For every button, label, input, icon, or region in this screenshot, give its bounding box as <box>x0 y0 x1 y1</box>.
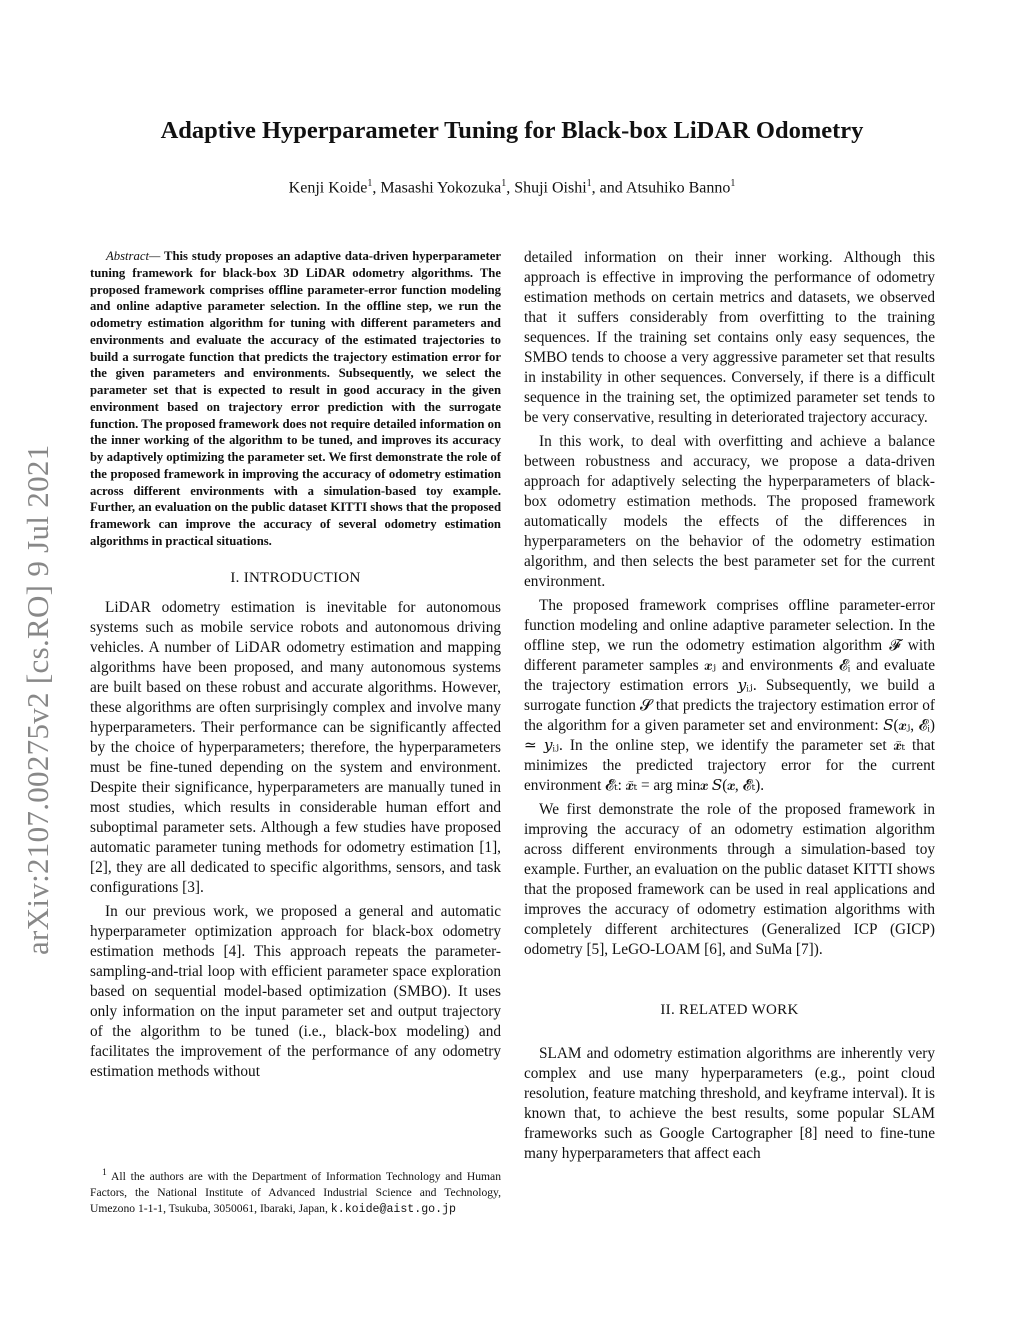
paragraph: LiDAR odometry estimation is inevitable for autonomous systems such as mobile service robots and autonomous driving vehicles. A number of LiDAR odometry estimation and mapping algorithms have been proposed, and many autonomous systems are built based on these robust and accurate algorithms. However, these algorithms are often surprisingly complex and involve many hyperparameters. Their performance can be significantly affected by the choice of hyperparameters; therefore, the hyperparameters must be fine-tuned depending on the system and environment. Despite their significance, hyperparameters are manually tuned in most studies, which results in considerable human effort and suboptimal parameter sets. Although a few studies have proposed automatic parameter tuning methods for odometry estimation [1], [2], they are all dedicated to specific algorithms, sensors, and task configurations [3]. <box>90 598 501 896</box>
abstract-label: Abstract— <box>106 249 161 263</box>
affiliation-mark: 1 <box>501 178 507 189</box>
author-name: Kenji Koide <box>288 179 368 197</box>
author-name: Masashi Yokozuka <box>380 179 502 197</box>
affiliation-mark: 1 <box>730 178 736 189</box>
author-email: k.koide@aist.go.jp <box>330 1202 457 1216</box>
abstract-text: This study proposes an adaptive data-driven hyperparameter tuning framework for black-box 3D LiDAR odometry algorithms. The proposed framework comprises offline parameter-error function modeling and online adaptive parameter selection. In the offline step, we run the odometry estimation algorithm for tuning with different parameters and environments and evaluate the accuracy of the estimated trajectories to build a surrogate function that predicts the trajectory estimation error for the given parameters and environments. Subsequently, we select the parameter set that is expected to result in good accuracy in the given environment based on trajectory error prediction with the surrogate function. The proposed framework does not require detailed information on the inner working of the algorithm to be tuned, and improves its accuracy by adaptively optimizing the parameter set. We first demonstrate the role of the proposed framework in improving the accuracy of odometry estimation across different environments with a simulation-based toy example. Further, an evaluation on the public dataset KITTI shows that the proposed framework can improve the accuracy of several odometry estimation algorithms in practical situations. <box>90 249 501 548</box>
arxiv-identifier-stamp: arXiv:2107.00275v2 [cs.RO] 9 Jul 2021 <box>20 444 55 955</box>
author-name: Shuji Oishi <box>514 179 587 197</box>
affiliation-mark: 1 <box>586 178 592 189</box>
author-separator: , and <box>591 179 626 197</box>
paragraph: The proposed framework comprises offline parameter-error function modeling and online adaptive parameter selection. In the offline step, we run the odometry estimation algorithm 𝓕 with different parameter samples 𝒙ⱼ and environments 𝓔ᵢ and evaluate the trajectory estimation errors 𝑦ᵢⱼ. Subsequently, we build a surrogate function 𝓢 that predicts the trajectory estimation error of the algorithm for a given parameter set and environment: 𝑆(𝒙ⱼ, 𝓔ᵢ) ≃ 𝑦ᵢⱼ. In the online step, we identify the parameter set 𝒙̃ₜ that minimizes the predicted trajectory error for the current environment 𝓔̃ₜ: 𝒙̃ₜ = arg min𝒙 𝑆(𝒙, 𝓔̃ₜ). <box>524 597 935 794</box>
section-heading-related-work: II. RELATED WORK <box>660 1002 799 1018</box>
author-name: Atsuhiko Banno <box>625 179 731 197</box>
abstract <box>90 248 501 550</box>
right-column <box>524 248 935 1168</box>
footnote-text: All the authors are with the Department of Information Technology and Human Factors, the National Institute of Advanced Industrial Science and Technology, Umezono 1-1-1, Tsukuba, 3050061, Ibaraki, Japan, <box>90 1169 501 1215</box>
paper-title: Adaptive Hyperparameter Tuning for Black-box LiDAR Odometry <box>160 117 864 144</box>
footnote-mark: 1 <box>102 1167 107 1178</box>
paragraph: SLAM and odometry estimation algorithms are inherently very complex and use many hyperparameters (e.g., point cloud resolution, feature matching threshold, and keyframe interval). It is known that, to achieve the best results, some popular SLAM frameworks such as Google Cartographer [8] need to fine-tune many hyperparameters that affect each <box>524 1045 935 1162</box>
paragraph: We first demonstrate the role of the proposed framework in improving the accuracy of an odometry estimation algorithm across different environments through a simulation-based toy example. Further, an evaluation on the public dataset KITTI shows that the proposed framework can be used in real applications and improves the accuracy of odometry estimation algorithms with completely different architectures (Generalized ICP (GICP) odometry [5], LeGO-LOAM [6], and SuMa [7]). <box>524 801 935 958</box>
paragraph: In our previous work, we proposed a general and automatic hyperparameter optimization approach for black-box odometry estimation methods [4]. This approach repeats the parameter-sampling-and-trial loop with efficient parameter space exploration based on sequential model-based optimization (SMBO). It uses only information on the input parameter set and output trajectory of the algorithm to be tuned (i.e., black-box modeling) and facilitates the improvement of the performance of any odometry estimation methods without <box>90 902 501 1080</box>
footnote <box>90 1165 501 1218</box>
paragraph: detailed information on their inner working. Although this approach is effective in improving the performance of odometry estimation methods on certain metrics and datasets, we observed that it suffers considerably from overfitting to the training sequences. If the training set contains only easy sequences, the SMBO tends to choose a very aggressive parameter set that results in instability in other sequences. Conversely, if there is a difficult sequence in the training set, the optimized parameter set tends to be very conservative, resulting in deteriorated trajectory accuracy. <box>524 249 935 426</box>
affiliation-mark: 1 <box>367 178 373 189</box>
paragraph: In this work, to deal with overfitting and achieve a balance between robustness and accuracy, we propose a data-driven approach for adaptively selecting the hyperparameters of black-box odometry estimation methods. The proposed framework automatically models the effects of the differences in hyperparameters on the behavior of the odometry estimation algorithm, and then selects the best parameter set for the current environment. <box>524 433 935 590</box>
left-column <box>90 248 501 1086</box>
author-separator: , <box>506 179 515 197</box>
author-list <box>0 178 1024 197</box>
section-heading-introduction: I. INTRODUCTION <box>230 569 361 586</box>
author-separator: , <box>372 179 381 197</box>
